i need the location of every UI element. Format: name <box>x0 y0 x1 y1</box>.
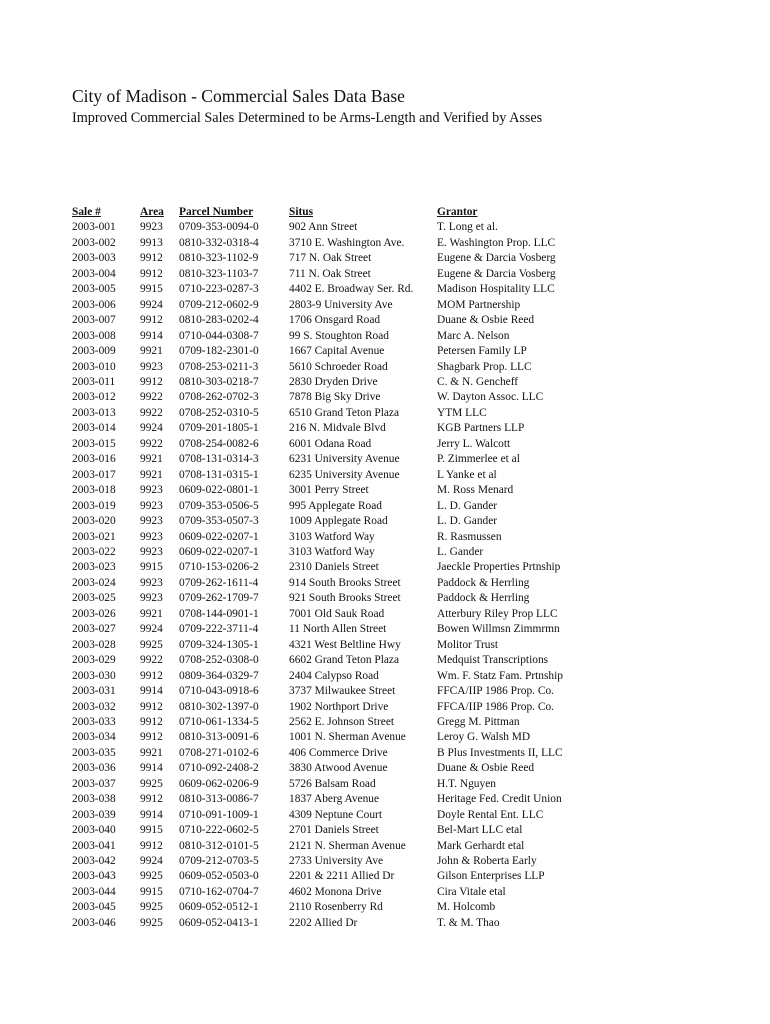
grantor-cell: Petersen Family LP <box>437 345 527 358</box>
table-row <box>72 730 597 745</box>
sale-number-cell: 2003-046 <box>72 916 116 929</box>
table-row <box>72 360 597 375</box>
table-row <box>72 437 597 452</box>
table-row <box>72 777 597 792</box>
table-row <box>72 514 597 529</box>
table-row <box>72 839 597 854</box>
sale-number-cell: 2003-035 <box>72 746 116 759</box>
parcel-number-cell: 0709-353-0094-0 <box>179 221 259 234</box>
column-header-sale-number: Sale # <box>72 206 101 218</box>
table-row <box>72 746 597 761</box>
parcel-number-cell: 0810-323-1102-9 <box>179 252 259 265</box>
parcel-number-cell: 0709-262-1611-4 <box>179 576 259 589</box>
sale-number-cell: 2003-042 <box>72 855 116 868</box>
area-cell: 9925 <box>140 777 163 790</box>
grantor-cell: B Plus Investments II, LLC <box>437 746 563 759</box>
parcel-number-cell: 0810-302-1397-0 <box>179 700 259 713</box>
sale-number-cell: 2003-025 <box>72 592 116 605</box>
parcel-number-cell: 0810-332-0318-4 <box>179 236 259 249</box>
area-cell: 9912 <box>140 252 163 265</box>
sale-number-cell: 2003-041 <box>72 839 116 852</box>
area-cell: 9923 <box>140 484 163 497</box>
situs-cell: 6510 Grand Teton Plaza <box>289 406 400 419</box>
grantor-cell: MOM Partnership <box>437 298 521 311</box>
sale-number-cell: 2003-045 <box>72 901 116 914</box>
situs-cell: 11 North Allen Street <box>289 623 387 636</box>
situs-cell: 4321 West Beltline Hwy <box>289 638 401 651</box>
situs-cell: 2562 E. Johnson Street <box>289 715 395 728</box>
table-row <box>72 236 597 251</box>
situs-cell: 2202 Allied Dr <box>289 916 358 929</box>
grantor-cell: Gilson Enterprises LLP <box>437 870 545 883</box>
area-cell: 9924 <box>140 855 163 868</box>
situs-cell: 406 Commerce Drive <box>289 746 388 759</box>
area-cell: 9921 <box>140 345 163 358</box>
grantor-cell: Cira Vitale etal <box>437 885 506 898</box>
situs-cell: 1706 Onsgard Road <box>289 314 381 327</box>
situs-cell: 3103 Watford Way <box>289 530 375 543</box>
table-header <box>72 205 597 220</box>
parcel-number-cell: 0609-052-0503-0 <box>179 870 259 883</box>
sale-number-cell: 2003-017 <box>72 468 116 481</box>
situs-cell: 1667 Capital Avenue <box>289 345 385 358</box>
situs-cell: 2701 Daniels Street <box>289 824 379 837</box>
table-row <box>72 313 597 328</box>
area-cell: 9922 <box>140 406 163 419</box>
grantor-cell: FFCA/IIP 1986 Prop. Co. <box>437 685 554 698</box>
area-cell: 9925 <box>140 638 163 651</box>
situs-cell: 1837 Aberg Avenue <box>289 793 380 806</box>
situs-cell: 914 South Brooks Street <box>289 576 401 589</box>
parcel-number-cell: 0810-312-0101-5 <box>179 839 259 852</box>
area-cell: 9912 <box>140 731 163 744</box>
situs-cell: 717 N. Oak Street <box>289 252 372 265</box>
situs-cell: 2201 & 2211 Allied Dr <box>289 870 395 883</box>
area-cell: 9912 <box>140 700 163 713</box>
table-row <box>72 375 597 390</box>
situs-cell: 995 Applegate Road <box>289 499 383 512</box>
column-header-situs: Situs <box>289 206 314 218</box>
grantor-cell: Eugene & Darcia Vosberg <box>437 267 556 280</box>
grantor-cell: John & Roberta Early <box>437 855 537 868</box>
table-row <box>72 344 597 359</box>
area-cell: 9923 <box>140 499 163 512</box>
parcel-number-cell: 0709-353-0506-5 <box>179 499 259 512</box>
table-row <box>72 560 597 575</box>
parcel-number-cell: 0708-253-0211-3 <box>179 360 259 373</box>
table-row <box>72 452 597 467</box>
table-row <box>72 761 597 776</box>
grantor-cell: Shagbark Prop. LLC <box>437 360 532 373</box>
situs-cell: 1902 Northport Drive <box>289 700 389 713</box>
sale-number-cell: 2003-032 <box>72 700 116 713</box>
area-cell: 9912 <box>140 669 163 682</box>
area-cell: 9923 <box>140 592 163 605</box>
grantor-cell: Marc A. Nelson <box>437 329 510 342</box>
situs-cell: 4309 Neptune Court <box>289 808 383 821</box>
parcel-number-cell: 0710-092-2408-2 <box>179 762 259 775</box>
sale-number-cell: 2003-015 <box>72 437 116 450</box>
situs-cell: 2803-9 University Ave <box>289 298 393 311</box>
parcel-number-cell: 0708-271-0102-6 <box>179 746 259 759</box>
column-header-area: Area <box>140 206 164 218</box>
table-row <box>72 530 597 545</box>
grantor-cell: FFCA/IIP 1986 Prop. Co. <box>437 700 554 713</box>
table-row <box>72 622 597 637</box>
parcel-number-cell: 0709-353-0507-3 <box>179 515 259 528</box>
grantor-cell: Gregg M. Pittman <box>437 715 520 728</box>
grantor-cell: YTM LLC <box>437 406 487 419</box>
area-cell: 9921 <box>140 468 163 481</box>
table-body <box>72 220 597 931</box>
grantor-cell: Heritage Fed. Credit Union <box>437 793 562 806</box>
area-cell: 9912 <box>140 314 163 327</box>
grantor-cell: R. Rasmussen <box>437 530 502 543</box>
grantor-cell: KGB Partners LLP <box>437 422 525 435</box>
sale-number-cell: 2003-043 <box>72 870 116 883</box>
sale-number-cell: 2003-037 <box>72 777 116 790</box>
grantor-cell: M. Holcomb <box>437 901 496 914</box>
parcel-number-cell: 0708-254-0082-6 <box>179 437 259 450</box>
situs-cell: 2830 Dryden Drive <box>289 375 378 388</box>
parcel-number-cell: 0709-212-0602-9 <box>179 298 259 311</box>
table-row <box>72 220 597 235</box>
situs-cell: 921 South Brooks Street <box>289 592 401 605</box>
grantor-cell: Bel-Mart LLC etal <box>437 824 523 837</box>
parcel-number-cell: 0708-262-0702-3 <box>179 391 259 404</box>
table-row <box>72 298 597 313</box>
parcel-number-cell: 0810-313-0091-6 <box>179 731 259 744</box>
parcel-number-cell: 0709-201-1805-1 <box>179 422 259 435</box>
area-cell: 9912 <box>140 267 163 280</box>
situs-cell: 3710 E. Washington Ave. <box>289 236 405 249</box>
parcel-number-cell: 0710-044-0308-7 <box>179 329 259 342</box>
table-row <box>72 700 597 715</box>
sale-number-cell: 2003-031 <box>72 685 116 698</box>
sale-number-cell: 2003-005 <box>72 283 116 296</box>
area-cell: 9923 <box>140 221 163 234</box>
parcel-number-cell: 0710-153-0206-2 <box>179 561 259 574</box>
sale-number-cell: 2003-033 <box>72 715 116 728</box>
area-cell: 9924 <box>140 422 163 435</box>
grantor-cell: Molitor Trust <box>437 638 499 651</box>
sale-number-cell: 2003-004 <box>72 267 116 280</box>
situs-cell: 2404 Calypso Road <box>289 669 379 682</box>
grantor-cell: Duane & Osbie Reed <box>437 762 535 775</box>
table-row <box>72 576 597 591</box>
table-row <box>72 267 597 282</box>
table-row <box>72 869 597 884</box>
column-header-parcel-number: Parcel Number <box>179 206 254 218</box>
parcel-number-cell: 0709-262-1709-7 <box>179 592 259 605</box>
table-row <box>72 483 597 498</box>
grantor-cell: E. Washington Prop. LLC <box>437 236 556 249</box>
table-row <box>72 406 597 421</box>
parcel-number-cell: 0710-162-0704-7 <box>179 885 259 898</box>
area-cell: 9925 <box>140 901 163 914</box>
parcel-number-cell: 0708-131-0315-1 <box>179 468 259 481</box>
parcel-number-cell: 0810-313-0086-7 <box>179 793 259 806</box>
parcel-number-cell: 0710-091-1009-1 <box>179 808 259 821</box>
area-cell: 9914 <box>140 808 163 821</box>
parcel-number-cell: 0810-303-0218-7 <box>179 375 259 388</box>
sale-number-cell: 2003-014 <box>72 422 116 435</box>
sale-number-cell: 2003-039 <box>72 808 116 821</box>
sale-number-cell: 2003-009 <box>72 345 116 358</box>
situs-cell: 1009 Applegate Road <box>289 515 388 528</box>
area-cell: 9915 <box>140 283 163 296</box>
sale-number-cell: 2003-008 <box>72 329 116 342</box>
area-cell: 9922 <box>140 391 163 404</box>
grantor-cell: H.T. Nguyen <box>437 777 496 790</box>
grantor-cell: Duane & Osbie Reed <box>437 314 535 327</box>
area-cell: 9925 <box>140 870 163 883</box>
parcel-number-cell: 0609-052-0512-1 <box>179 901 259 914</box>
page-title: City of Madison - Commercial Sales Data Base <box>72 86 405 106</box>
grantor-cell: Atterbury Riley Prop LLC <box>437 607 558 620</box>
situs-cell: 6235 University Avenue <box>289 468 400 481</box>
grantor-cell: Doyle Rental Ent. LLC <box>437 808 544 821</box>
parcel-number-cell: 0609-022-0207-1 <box>179 530 259 543</box>
sale-number-cell: 2003-007 <box>72 314 116 327</box>
parcel-number-cell: 0710-223-0287-3 <box>179 283 259 296</box>
table-row <box>72 808 597 823</box>
area-cell: 9921 <box>140 453 163 466</box>
area-cell: 9912 <box>140 839 163 852</box>
grantor-cell: Madison Hospitality LLC <box>437 283 555 296</box>
parcel-number-cell: 0708-144-0901-1 <box>179 607 259 620</box>
sale-number-cell: 2003-001 <box>72 221 116 234</box>
area-cell: 9924 <box>140 623 163 636</box>
area-cell: 9914 <box>140 329 163 342</box>
parcel-number-cell: 0708-131-0314-3 <box>179 453 259 466</box>
area-cell: 9912 <box>140 793 163 806</box>
situs-cell: 2310 Daniels Street <box>289 561 379 574</box>
table-row <box>72 684 597 699</box>
table-row <box>72 916 597 931</box>
parcel-number-cell: 0810-283-0202-4 <box>179 314 259 327</box>
grantor-cell: Jerry L. Walcott <box>437 437 511 450</box>
sale-number-cell: 2003-034 <box>72 731 116 744</box>
sale-number-cell: 2003-010 <box>72 360 116 373</box>
sale-number-cell: 2003-030 <box>72 669 116 682</box>
grantor-cell: L. Gander <box>437 545 484 558</box>
sale-number-cell: 2003-020 <box>72 515 116 528</box>
grantor-cell: P. Zimmerlee et al <box>437 453 520 466</box>
area-cell: 9912 <box>140 375 163 388</box>
area-cell: 9915 <box>140 885 163 898</box>
parcel-number-cell: 0710-043-0918-6 <box>179 685 259 698</box>
area-cell: 9913 <box>140 236 163 249</box>
area-cell: 9912 <box>140 715 163 728</box>
sale-number-cell: 2003-013 <box>72 406 116 419</box>
sale-number-cell: 2003-002 <box>72 236 116 249</box>
area-cell: 9923 <box>140 576 163 589</box>
area-cell: 9915 <box>140 824 163 837</box>
parcel-number-cell: 0709-222-3711-4 <box>179 623 259 636</box>
grantor-cell: Mark Gerhardt etal <box>437 839 525 852</box>
grantor-cell: L. D. Gander <box>437 515 498 528</box>
grantor-cell: Paddock & Herrling <box>437 592 530 605</box>
column-header-grantor: Grantor <box>437 206 478 218</box>
grantor-cell: Medquist Transcriptions <box>437 654 549 667</box>
grantor-cell: Leroy G. Walsh MD <box>437 731 531 744</box>
table-row <box>72 282 597 297</box>
situs-cell: 4402 E. Broadway Ser. Rd. <box>289 283 414 296</box>
sales-table <box>72 205 597 931</box>
table-row <box>72 251 597 266</box>
sale-number-cell: 2003-036 <box>72 762 116 775</box>
table-row <box>72 545 597 560</box>
table-row <box>72 854 597 869</box>
situs-cell: 3001 Perry Street <box>289 484 369 497</box>
page-subtitle: Improved Commercial Sales Determined to be Arms-Length and Verified by Asses <box>72 110 543 126</box>
table-row <box>72 390 597 405</box>
table-row <box>72 468 597 483</box>
table-row <box>72 715 597 730</box>
area-cell: 9923 <box>140 515 163 528</box>
sale-number-cell: 2003-027 <box>72 623 116 636</box>
parcel-number-cell: 0609-022-0801-1 <box>179 484 259 497</box>
parcel-number-cell: 0810-323-1103-7 <box>179 267 259 280</box>
situs-cell: 99 S. Stoughton Road <box>289 329 389 342</box>
table-row <box>72 421 597 436</box>
table-row <box>72 823 597 838</box>
parcel-number-cell: 0708-252-0310-5 <box>179 406 259 419</box>
parcel-number-cell: 0609-022-0207-1 <box>179 545 259 558</box>
area-cell: 9925 <box>140 916 163 929</box>
situs-cell: 2733 University Ave <box>289 855 384 868</box>
sale-number-cell: 2003-018 <box>72 484 116 497</box>
grantor-cell: Bowen Willmsn Zimmrmn <box>437 623 560 636</box>
situs-cell: 7001 Old Sauk Road <box>289 607 385 620</box>
area-cell: 9915 <box>140 561 163 574</box>
table-row <box>72 653 597 668</box>
grantor-cell: T. & M. Thao <box>437 916 500 929</box>
situs-cell: 902 Ann Street <box>289 221 358 234</box>
situs-cell: 1001 N. Sherman Avenue <box>289 731 406 744</box>
parcel-number-cell: 0710-061-1334-5 <box>179 715 259 728</box>
situs-cell: 5610 Schroeder Road <box>289 360 388 373</box>
sale-number-cell: 2003-040 <box>72 824 116 837</box>
parcel-number-cell: 0609-052-0413-1 <box>179 916 259 929</box>
sale-number-cell: 2003-023 <box>72 561 116 574</box>
table-row <box>72 329 597 344</box>
parcel-number-cell: 0709-212-0703-5 <box>179 855 259 868</box>
situs-cell: 3737 Milwaukee Street <box>289 685 396 698</box>
table-row <box>72 669 597 684</box>
parcel-number-cell: 0710-222-0602-5 <box>179 824 259 837</box>
grantor-cell: C. & N. Gencheff <box>437 375 519 388</box>
situs-cell: 711 N. Oak Street <box>289 267 371 280</box>
grantor-cell: Paddock & Herrling <box>437 576 530 589</box>
area-cell: 9923 <box>140 530 163 543</box>
parcel-number-cell: 0708-252-0308-0 <box>179 654 259 667</box>
situs-cell: 5726 Balsam Road <box>289 777 376 790</box>
sale-number-cell: 2003-022 <box>72 545 116 558</box>
table-row <box>72 591 597 606</box>
grantor-cell: W. Dayton Assoc. LLC <box>437 391 544 404</box>
sale-number-cell: 2003-019 <box>72 499 116 512</box>
parcel-number-cell: 0609-062-0206-9 <box>179 777 259 790</box>
area-cell: 9924 <box>140 298 163 311</box>
area-cell: 9914 <box>140 685 163 698</box>
area-cell: 9922 <box>140 654 163 667</box>
grantor-cell: Wm. F. Statz Fam. Prtnship <box>437 669 563 682</box>
parcel-number-cell: 0709-182-2301-0 <box>179 345 259 358</box>
area-cell: 9921 <box>140 607 163 620</box>
area-cell: 9914 <box>140 762 163 775</box>
situs-cell: 216 N. Midvale Blvd <box>289 422 386 435</box>
situs-cell: 2110 Rosenberry Rd <box>289 901 383 914</box>
sale-number-cell: 2003-044 <box>72 885 116 898</box>
sale-number-cell: 2003-026 <box>72 607 116 620</box>
sale-number-cell: 2003-016 <box>72 453 116 466</box>
table-row <box>72 499 597 514</box>
area-cell: 9923 <box>140 360 163 373</box>
area-cell: 9922 <box>140 437 163 450</box>
sale-number-cell: 2003-012 <box>72 391 116 404</box>
grantor-cell: Jaeckle Properties Prtnship <box>437 561 561 574</box>
sale-number-cell: 2003-029 <box>72 654 116 667</box>
area-cell: 9923 <box>140 545 163 558</box>
grantor-cell: M. Ross Menard <box>437 484 514 497</box>
sale-number-cell: 2003-038 <box>72 793 116 806</box>
situs-cell: 7878 Big Sky Drive <box>289 391 381 404</box>
sale-number-cell: 2003-028 <box>72 638 116 651</box>
header-row <box>72 205 597 220</box>
table-row <box>72 638 597 653</box>
situs-cell: 4602 Monona Drive <box>289 885 382 898</box>
grantor-cell: Eugene & Darcia Vosberg <box>437 252 556 265</box>
sale-number-cell: 2003-006 <box>72 298 116 311</box>
grantor-cell: T. Long et al. <box>437 221 498 234</box>
grantor-cell: L Yanke et al <box>437 468 497 481</box>
table-row <box>72 607 597 622</box>
sale-number-cell: 2003-024 <box>72 576 116 589</box>
situs-cell: 6602 Grand Teton Plaza <box>289 654 400 667</box>
parcel-number-cell: 0709-324-1305-1 <box>179 638 259 651</box>
situs-cell: 6001 Odana Road <box>289 437 372 450</box>
table-row <box>72 900 597 915</box>
situs-cell: 6231 University Avenue <box>289 453 400 466</box>
parcel-number-cell: 0809-364-0329-7 <box>179 669 259 682</box>
sale-number-cell: 2003-011 <box>72 375 116 388</box>
situs-cell: 3103 Watford Way <box>289 545 375 558</box>
grantor-cell: L. D. Gander <box>437 499 498 512</box>
situs-cell: 2121 N. Sherman Avenue <box>289 839 406 852</box>
situs-cell: 3830 Atwood Avenue <box>289 762 388 775</box>
sale-number-cell: 2003-021 <box>72 530 116 543</box>
area-cell: 9921 <box>140 746 163 759</box>
table-row <box>72 792 597 807</box>
table-row <box>72 885 597 900</box>
sale-number-cell: 2003-003 <box>72 252 116 265</box>
